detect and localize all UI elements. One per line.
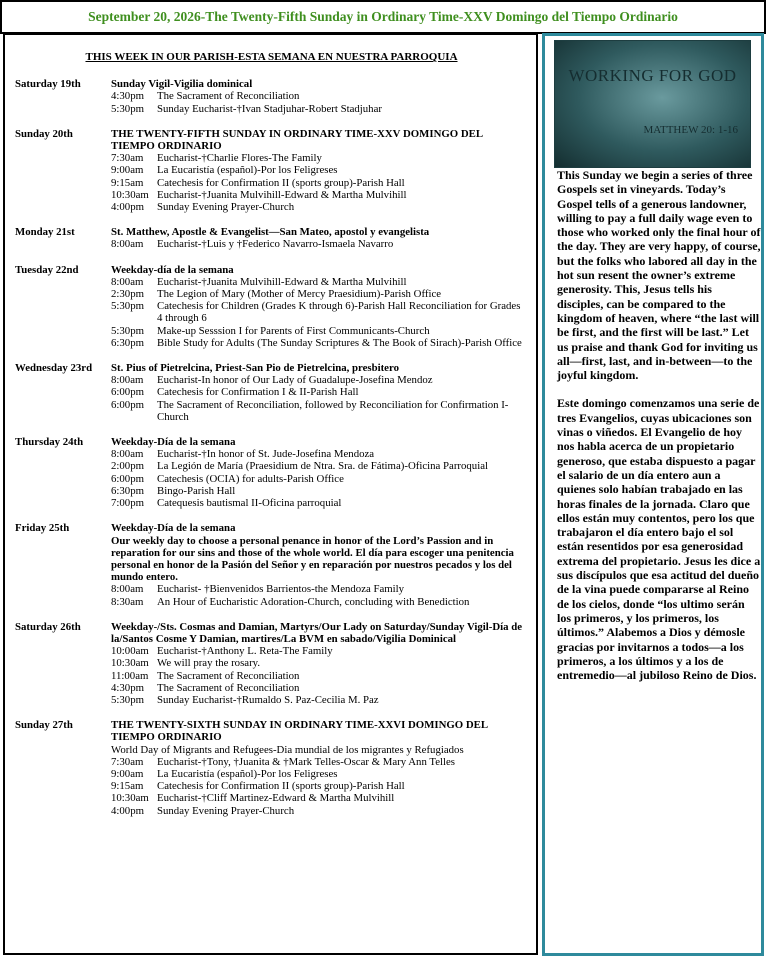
entry-time: 8:00am xyxy=(111,238,144,251)
day-events xyxy=(111,621,528,706)
entry-time: 6:00pm xyxy=(111,472,144,485)
entry-description: La Legión de María (Praesidium de Ntra. Sra. de Fátima)-Oficina Parroquial xyxy=(157,460,488,473)
entry-description: Eucharist-†Tony, †Juanita & †Mark Telles-Oscar & Mary Ann Telles xyxy=(157,755,455,768)
day-events xyxy=(111,522,528,607)
schedule-entry xyxy=(111,238,528,250)
banner-title: WORKING FOR GOD xyxy=(568,66,737,85)
day-events xyxy=(111,128,528,213)
schedule-entry xyxy=(111,583,528,595)
entry-description: La Eucaristía (español)-Por los Feligreses xyxy=(157,767,338,780)
day-heading: Weekday-/Sts. Cosmas and Damian, Martyrs/Our Lady on Saturday/Sunday Vigil-Día de la/Santos Cosme Y Damian, martires/La BVM en sabado/Vigilia Dominical xyxy=(111,620,523,645)
entry-time: 4:30pm xyxy=(111,681,144,694)
reflection-english: This Sunday we begin a series of three Gospels set in vineyards. Today’s Gospel tells of a generous landowner, willing to pay a full daily wage even to those who worked only the final hour of the day. They are very happy, of course, but the folks who labored all day in the hot sun resent the owner’s extreme generosity. This, Jesus tells his disciples, can be compared to the kingdom of heaven, where “the last will be first, and the first will be last.” Let us praise and thank God for inviting us all—first, last, and in-between—to the joyful kingdom. xyxy=(557,168,761,383)
entry-time: 10:30am xyxy=(111,657,149,670)
schedule-entry xyxy=(111,670,528,682)
day-name: Sunday 27th xyxy=(15,719,73,732)
day-name: Saturday 19th xyxy=(15,78,81,91)
schedule-day xyxy=(15,226,528,250)
schedule-entry xyxy=(111,189,528,201)
day-events xyxy=(111,78,528,115)
day-events xyxy=(111,264,528,349)
entry-description: Eucharist-†Cliff Martinez-Edward & Martha Mulvihill xyxy=(157,792,395,805)
schedule-entry xyxy=(111,780,528,792)
day-name: Wednesday 23rd xyxy=(15,362,93,375)
day-heading: St. Matthew, Apostle & Evangelist—San Mateo, apostol y evangelista xyxy=(111,226,430,239)
day-heading: St. Pius of Pietrelcina, Priest-San Pio de Pietrelcina, presbitero xyxy=(111,362,399,375)
schedule-entry xyxy=(111,300,528,324)
schedule-day xyxy=(15,264,528,349)
working-for-god-banner xyxy=(554,40,751,168)
schedule-entry xyxy=(111,805,528,817)
schedule-entry xyxy=(111,694,528,706)
entry-description: Catechesis for Confirmation II (sports group)-Parish Hall xyxy=(157,780,405,793)
day-events xyxy=(111,362,528,423)
entry-time: 2:30pm xyxy=(111,288,144,301)
entry-time: 6:30pm xyxy=(111,336,144,349)
page-header xyxy=(0,0,766,34)
entry-time: 6:30pm xyxy=(111,484,144,497)
entry-time: 9:15am xyxy=(111,780,144,793)
entry-description: Eucharist-†In honor of St. Jude-Josefina Mendoza xyxy=(157,448,375,461)
entry-time: 5:30pm xyxy=(111,300,144,313)
entry-description: Sunday Eucharist-†Ivan Stadjuhar-Robert Stadjuhar xyxy=(157,102,382,115)
schedule-day xyxy=(15,621,528,706)
entry-time: 7:30am xyxy=(111,755,144,768)
entry-time: 10:00am xyxy=(111,645,149,658)
schedule-entry xyxy=(111,460,528,472)
entry-time: 4:00pm xyxy=(111,201,144,214)
day-events xyxy=(111,436,528,509)
entry-description: Bible Study for Adults (The Sunday Scriptures & The Book of Sirach)-Parish Office xyxy=(157,336,522,349)
schedule-entry xyxy=(111,325,528,337)
entry-time: 8:30am xyxy=(111,595,144,608)
schedule-day xyxy=(15,436,528,509)
schedule-day xyxy=(15,78,528,115)
entry-description: An Hour of Eucharistic Adoration-Church, concluding with Benediction xyxy=(157,595,470,608)
entry-description: Catechesis for Confirmation II (sports group)-Parish Hall xyxy=(157,176,405,189)
schedule-entry xyxy=(111,164,528,176)
entry-description: Catequesis bautismal II-Oficina parroquial xyxy=(157,497,342,510)
schedule-entry xyxy=(111,756,528,768)
entry-time: 11:00am xyxy=(111,669,149,682)
schedule-entry xyxy=(111,201,528,213)
schedule-day xyxy=(15,522,528,607)
entry-description: Sunday Evening Prayer-Church xyxy=(157,804,295,817)
day-note: Our weekly day to choose a personal penance in honor of the Lord’s Passion and in reparation for our sins and those of the whole world. El día para escoger una penitencia personal en honor de la Pasión del Señor y en reparación por nuestros pecados y los del mundo entero. xyxy=(111,534,514,584)
entry-description: Catechesis (OCIA) for adults-Parish Office xyxy=(157,472,344,485)
entry-description: Bingo-Parish Hall xyxy=(157,484,236,497)
day-name: Thursday 24th xyxy=(15,436,84,449)
gospel-reflection xyxy=(542,33,764,956)
schedule-title: THIS WEEK IN OUR PARISH-ESTA SEMANA EN NUESTRA PARROQUIA xyxy=(85,51,458,63)
entry-time: 5:30pm xyxy=(111,324,144,337)
schedule-day xyxy=(15,719,528,817)
entry-description: The Sacrament of Reconciliation xyxy=(157,681,300,694)
entry-description: Catechesis for Children (Grades K through 6)-Parish Hall Reconciliation for Grades 4 through 6 xyxy=(157,300,521,325)
schedule-entry xyxy=(111,276,528,288)
entry-time: 6:00pm xyxy=(111,386,144,399)
entry-time: 9:15am xyxy=(111,176,144,189)
entry-description: Sunday Evening Prayer-Church xyxy=(157,201,295,214)
schedule-entry xyxy=(111,386,528,398)
schedule-entry xyxy=(111,657,528,669)
schedule-day xyxy=(15,128,528,213)
entry-description: Eucharist-†Luis y †Federico Navarro-Ismaela Navarro xyxy=(157,238,394,251)
day-events xyxy=(111,719,528,817)
schedule-entry xyxy=(111,103,528,115)
entry-description: We will pray the rosary. xyxy=(157,657,261,670)
entry-time: 8:00am xyxy=(111,448,144,461)
entry-description: Eucharist- †Bienvenidos Barrientos-the Mendoza Family xyxy=(157,583,405,596)
day-name: Tuesday 22nd xyxy=(15,263,79,276)
schedule-entry xyxy=(111,497,528,509)
day-heading: Sunday Vigil-Vigilia dominical xyxy=(111,78,253,91)
weekly-schedule xyxy=(3,33,538,955)
reflection-spanish: Este domingo comenzamos una serie de tres Evangelios, cuyas ubicaciones son vinas o viñedos. El Evangelio de hoy nos habla acerca de un propietario generoso, que estaba dispuesto a pagar el salario de un día entero aun a quienes solo habían trabajado en las horas finales de la jornada. Claro que ellos están muy contentos, pero los que trabajaron el día entero bajo el sol están resentidos por esa generosidad extrema del propietario. Jesus les dice a sus discípulos que esa actitud del dueño de la vina puede compararse al Reino de los cielos, donde “los ultimo serán los primeros, y los primeros, los últimos.” Alabemos a Dios y démosle gracias por invitarnos a todos—a los primeros, a los últimos y a los de entremedio—al jubiloso Reino de Dios. xyxy=(557,396,761,683)
schedule-entry xyxy=(111,337,528,349)
entry-description: Eucharist-†Anthony L. Reta-The Family xyxy=(157,645,333,658)
schedule-entry xyxy=(111,682,528,694)
day-name: Monday 21st xyxy=(15,226,75,239)
entry-description: The Sacrament of Reconciliation xyxy=(157,669,300,682)
day-heading: THE TWENTY-FIFTH SUNDAY IN ORDINARY TIME-XXV DOMINGO DEL TIEMPO ORDINARIO xyxy=(111,127,483,153)
entry-time: 8:00am xyxy=(111,583,144,596)
entry-description: Make-up Sesssion I for Parents of First Communicants-Church xyxy=(157,324,430,337)
schedule-entry xyxy=(111,768,528,780)
day-heading: THE TWENTY-SIXTH SUNDAY IN ORDINARY TIME-XXVI DOMINGO DEL TIEMPO ORDINARIO xyxy=(111,719,488,744)
entry-time: 8:00am xyxy=(111,374,144,387)
entry-time: 10:30am xyxy=(111,188,149,201)
entry-time: 6:00pm xyxy=(111,398,144,411)
entry-time: 4:30pm xyxy=(111,90,144,103)
schedule-entry xyxy=(111,374,528,386)
day-heading: Weekday-Día de la semana xyxy=(111,436,236,449)
schedule-entry xyxy=(111,645,528,657)
entry-description: Eucharist-†Charlie Flores-The Family xyxy=(157,152,322,165)
day-name: Saturday 26th xyxy=(15,620,81,633)
entry-description: Sunday Eucharist-†Rumaldo S. Paz-Cecilia M. Paz xyxy=(157,693,379,706)
entry-description: The Legion of Mary (Mother of Mercy Praesidium)-Parish Office xyxy=(157,288,442,301)
entry-description: Eucharist-†Juanita Mulvihill-Edward & Martha Mulvihill xyxy=(157,188,407,201)
schedule-days xyxy=(15,78,528,817)
schedule-entry xyxy=(111,792,528,804)
schedule-entry xyxy=(111,596,528,608)
entry-description: The Sacrament of Reconciliation, followed by Reconciliation for Confirmation I-Church xyxy=(157,398,509,423)
day-heading: Weekday-Día de la semana xyxy=(111,522,236,535)
banner-scripture-reference: MATTHEW 20: 1-16 xyxy=(643,123,738,136)
schedule-entry xyxy=(111,152,528,164)
page-title: September 20, 2026-The Twenty-Fifth Sunday in Ordinary Time-XXV Domingo del Tiempo Ordinario xyxy=(88,9,678,24)
day-name: Sunday 20th xyxy=(15,127,73,140)
day-observance: World Day of Migrants and Refugees-Dia mundial de los migrantes y Refugiados xyxy=(111,743,464,756)
entry-time: 7:30am xyxy=(111,152,144,165)
entry-time: 5:30pm xyxy=(111,102,144,115)
schedule-entry xyxy=(111,399,528,423)
schedule-entry xyxy=(111,90,528,102)
entry-description: Eucharist-†Juanita Mulvihill-Edward & Martha Mulvihill xyxy=(157,275,407,288)
schedule-entry xyxy=(111,473,528,485)
day-name: Friday 25th xyxy=(15,522,70,535)
entry-description: Eucharist-In honor of Our Lady of Guadalupe-Josefina Mendoz xyxy=(157,374,433,387)
day-events xyxy=(111,226,528,250)
entry-description: La Eucaristía (español)-Por los Feligreses xyxy=(157,164,338,177)
day-heading: Weekday-día de la semana xyxy=(111,263,234,276)
entry-time: 7:00pm xyxy=(111,497,144,510)
entry-time: 8:00am xyxy=(111,275,144,288)
entry-description: Catechesis for Confirmation I & II-Parish Hall xyxy=(157,386,359,399)
entry-time: 9:00am xyxy=(111,767,144,780)
schedule-entry xyxy=(111,177,528,189)
entry-time: 9:00am xyxy=(111,164,144,177)
entry-time: 2:00pm xyxy=(111,460,144,473)
entry-time: 10:30am xyxy=(111,792,149,805)
schedule-day xyxy=(15,362,528,423)
schedule-entry xyxy=(111,485,528,497)
entry-time: 4:00pm xyxy=(111,804,144,817)
schedule-entry xyxy=(111,448,528,460)
entry-description: The Sacrament of Reconciliation xyxy=(157,90,300,103)
entry-time: 5:30pm xyxy=(111,693,144,706)
schedule-entry xyxy=(111,288,528,300)
